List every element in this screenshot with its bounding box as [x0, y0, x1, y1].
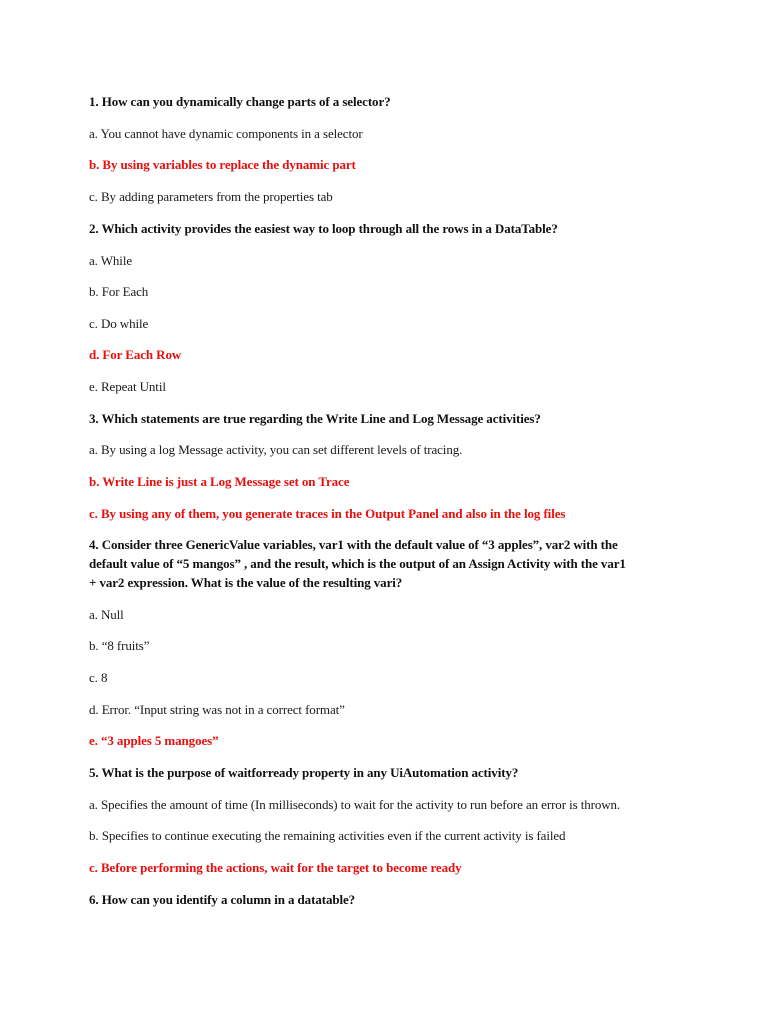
question-5-correct-option-c: c. Before performing the actions, wait for the target to become ready: [89, 860, 462, 875]
question-4-line-2: default value of “5 mangos” , and the result, which is the output of an Assign Activity with the var1: [89, 556, 626, 571]
question-2-option-b: b. For Each: [89, 284, 149, 299]
question-4-line-1: 4. Consider three GenericValue variables, var1 with the default value of “3 apples”, var2 with the: [89, 537, 618, 552]
question-2: 2. Which activity provides the easiest way to loop through all the rows in a DataTable?: [89, 221, 558, 236]
question-1: 1. How can you dynamically change parts of a selector?: [89, 94, 391, 109]
question-4-option-a: a. Null: [89, 607, 124, 622]
question-4-option-c: c. 8: [89, 670, 108, 685]
question-4-option-d: d. Error. “Input string was not in a correct format”: [89, 702, 345, 717]
question-5: 5. What is the purpose of waitforready property in any UiAutomation activity?: [89, 765, 519, 780]
question-3-correct-option-b: b. Write Line is just a Log Message set on Trace: [89, 474, 350, 489]
question-3: 3. Which statements are true regarding the Write Line and Log Message activities?: [89, 411, 541, 426]
question-3-correct-option-c: c. By using any of them, you generate traces in the Output Panel and also in the log files: [89, 506, 566, 521]
question-4-line-3: + var2 expression. What is the value of the resulting vari?: [89, 575, 403, 590]
question-5-option-b: b. Specifies to continue executing the remaining activities even if the current activity is failed: [89, 828, 566, 843]
question-6: 6. How can you identify a column in a datatable?: [89, 892, 356, 907]
question-3-option-a: a. By using a log Message activity, you can set different levels of tracing.: [89, 442, 463, 457]
question-2-option-a: a. While: [89, 253, 132, 268]
question-1-option-c: c. By adding parameters from the properties tab: [89, 189, 333, 204]
question-1-option-a: a. You cannot have dynamic components in a selector: [89, 126, 363, 141]
question-4-option-b: b. “8 fruits”: [89, 638, 150, 653]
question-2-correct-option-d: d. For Each Row: [89, 347, 182, 362]
question-2-option-c: c. Do while: [89, 316, 149, 331]
question-1-correct-option-b: b. By using variables to replace the dynamic part: [89, 157, 356, 172]
question-2-option-e: e. Repeat Until: [89, 379, 166, 394]
question-5-option-a: a. Specifies the amount of time (In milliseconds) to wait for the activity to run before an error is thrown.: [89, 797, 621, 812]
question-4-correct-option-e: e. “3 apples 5 mangoes”: [89, 733, 219, 748]
